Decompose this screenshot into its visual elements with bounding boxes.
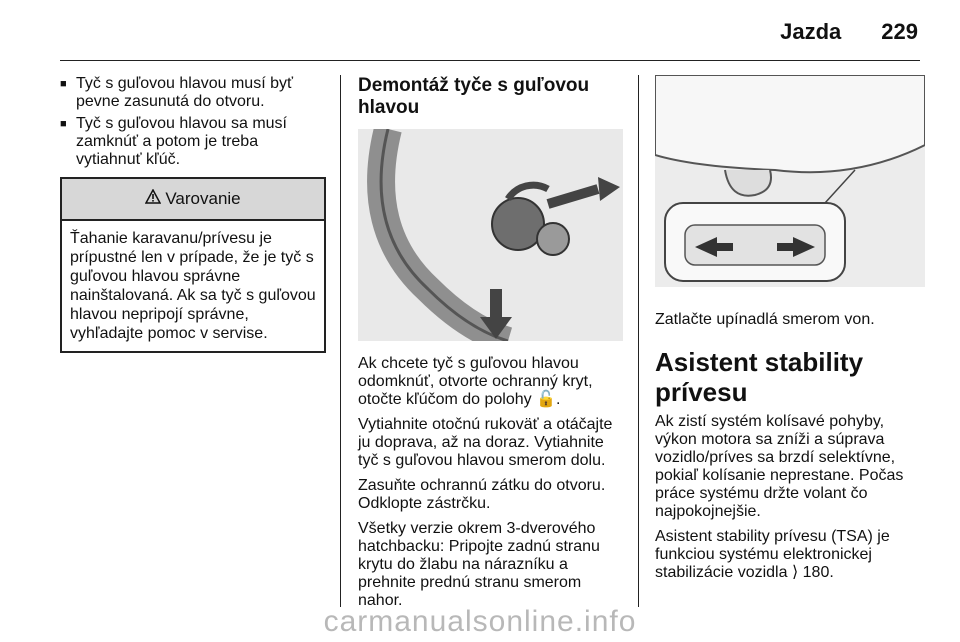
bullet-item: ■ Tyč s guľovou hlavou sa musí zamknúť a potom je treba vytiahnuť kľúč. bbox=[60, 115, 325, 169]
paragraph: Asistent stability prívesu (TSA) je funkciou systému elektronickej stabilizácie vozidla ⟩ 180. bbox=[655, 528, 890, 581]
section-title: Jazda bbox=[780, 19, 842, 44]
column-divider bbox=[638, 75, 639, 607]
paragraph: Všetky verzie okrem 3-dverového hatchbacku: Pripojte zadnú stranu krytu do žlabu na nárazníku a prehnite prednú stranu smerom nahor. bbox=[358, 520, 600, 609]
warning-header bbox=[62, 179, 324, 221]
page-number: 229 bbox=[881, 19, 918, 44]
warning-title: Varovanie bbox=[165, 189, 241, 208]
warning-text: Ťahanie karavanu/prívesu je prípustné len v prípade, že je tyč s guľovou hlavou správne nainštalovaná. Ak sa tyč s guľovou hlavou nepripojí správne, vyhľadajte pomoc v servise. bbox=[70, 230, 316, 342]
column-left bbox=[60, 75, 325, 353]
warning-box bbox=[60, 177, 326, 353]
section-heading: Demontáž tyče s guľovou hlavou bbox=[358, 75, 590, 118]
page-header bbox=[780, 12, 918, 52]
paragraph: Zasuňte ochrannú zátku do otvoru. Odklopte zástrčku. bbox=[358, 477, 606, 512]
paragraph: Vytiahnite otočnú rukoväť a otáčajte ju doprava, až na doraz. Vytiahnite tyč s guľovou hlavou smerom dolu. bbox=[358, 416, 613, 469]
section-heading: Asistent stability prívesu bbox=[655, 347, 864, 407]
column-middle bbox=[358, 75, 623, 617]
warning-triangle-icon bbox=[145, 189, 161, 209]
bumper-clips-illustration bbox=[655, 75, 925, 287]
paragraph: Ak chcete tyč s guľovou hlavou odomknúť, otvorte ochranný kryt, otočte kľúčom do polohy 🔓. bbox=[358, 355, 593, 408]
column-right bbox=[655, 75, 925, 589]
bullet-item: ■ Tyč s guľovou hlavou musí byť pevne zasunutá do otvoru. bbox=[60, 75, 325, 111]
illustration-caption: Zatlačte upínadlá smerom von. bbox=[655, 311, 875, 328]
ball-bar-removal-illustration bbox=[358, 129, 623, 341]
column-divider bbox=[340, 75, 341, 607]
watermark: carmanualsonline.info bbox=[323, 605, 637, 638]
header-divider bbox=[60, 60, 920, 61]
paragraph: Ak zistí systém kolísavé pohyby, výkon motora sa zníži a súprava vozidlo/príves sa brzdí selektívne, pokiaľ kolísanie neprestane. Počas práce systému držte volant čo najpokojnejšie. bbox=[655, 413, 904, 520]
